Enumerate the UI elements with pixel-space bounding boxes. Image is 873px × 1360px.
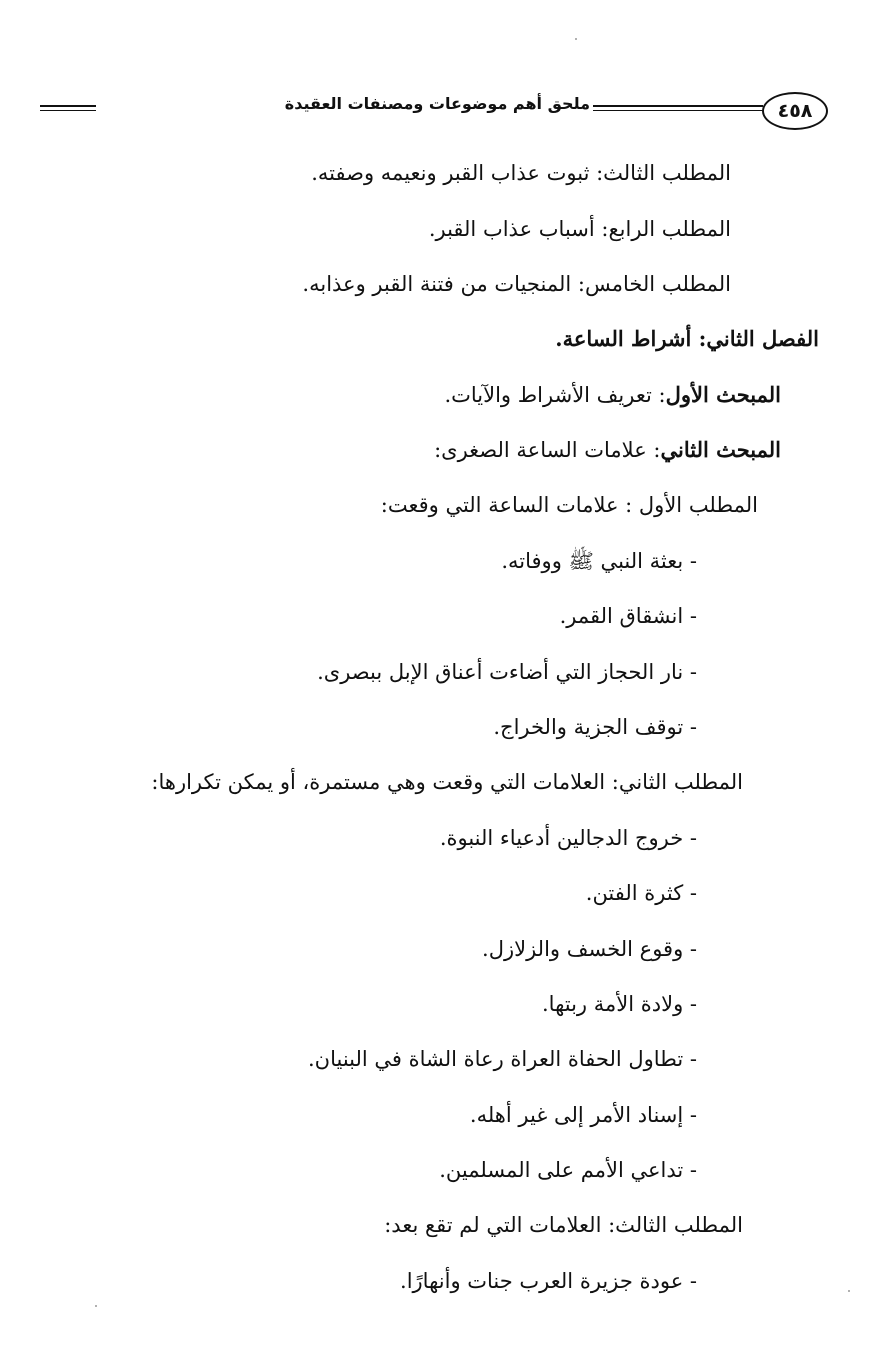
header-rule-left xyxy=(40,105,96,111)
scan-speck xyxy=(848,1290,850,1292)
bullet-item: - توقف الجزية والخراج. xyxy=(493,715,697,739)
subsection-line: المطلب الخامس: المنجيات من فتنة القبر وعذابه. xyxy=(302,272,731,296)
bullet-item: - إسناد الأمر إلى غير أهله. xyxy=(469,1103,697,1127)
subsection-line: المطلب الأول : علامات الساعة التي وقعت: xyxy=(380,493,758,517)
bullet-item: - عودة جزيرة العرب جنات وأنهارًا. xyxy=(400,1269,697,1293)
bullet-item: - نار الحجاز التي أضاءت أعناق الإبل ببصرى. xyxy=(317,660,697,684)
subsection-line: المطلب الثالث: العلامات التي لم تقع بعد: xyxy=(384,1213,743,1237)
chapter-heading: الفصل الثاني: أشراط الساعة. xyxy=(555,326,819,351)
bullet-item: - تطاول الحفاة العراة رعاة الشاة في البنيان. xyxy=(307,1047,697,1071)
bullet-item: - بعثة النبي ﷺ ووفاته. xyxy=(501,549,697,573)
bullet-item: - تداعي الأمم على المسلمين. xyxy=(439,1158,697,1182)
bullet-item: - وقوع الخسف والزلازل. xyxy=(482,937,697,961)
topic-lead: المبحث الأول xyxy=(665,382,781,407)
running-header xyxy=(38,92,828,132)
scan-speck xyxy=(95,1305,97,1307)
bullet-item: - خروج الدجالين أدعياء النبوة. xyxy=(439,826,697,850)
topic-line xyxy=(434,435,781,465)
running-title: ملحق أهم موضوعات ومصنفات العقيدة xyxy=(284,94,590,113)
page-number-badge: ٤٥٨ xyxy=(762,92,828,130)
subsection-line: المطلب الثاني: العلامات التي وقعت وهي مستمرة، أو يمكن تكرارها: xyxy=(151,770,743,794)
topic-lead: المبحث الثاني xyxy=(660,437,781,462)
header-rule-right xyxy=(593,105,763,111)
subsection-line: المطلب الثالث: ثبوت عذاب القبر ونعيمه وصفته. xyxy=(311,161,731,185)
bullet-item: - كثرة الفتن. xyxy=(585,881,697,905)
topic-rest: : تعريف الأشراط والآيات. xyxy=(444,383,666,407)
subsection-line: المطلب الرابع: أسباب عذاب القبر. xyxy=(428,217,731,241)
topic-rest: : علامات الساعة الصغرى: xyxy=(434,438,661,462)
bullet-item: - ولادة الأمة ربتها. xyxy=(542,992,697,1016)
bullet-item: - انشقاق القمر. xyxy=(559,604,697,628)
topic-line xyxy=(444,380,781,410)
scan-speck xyxy=(575,38,577,40)
